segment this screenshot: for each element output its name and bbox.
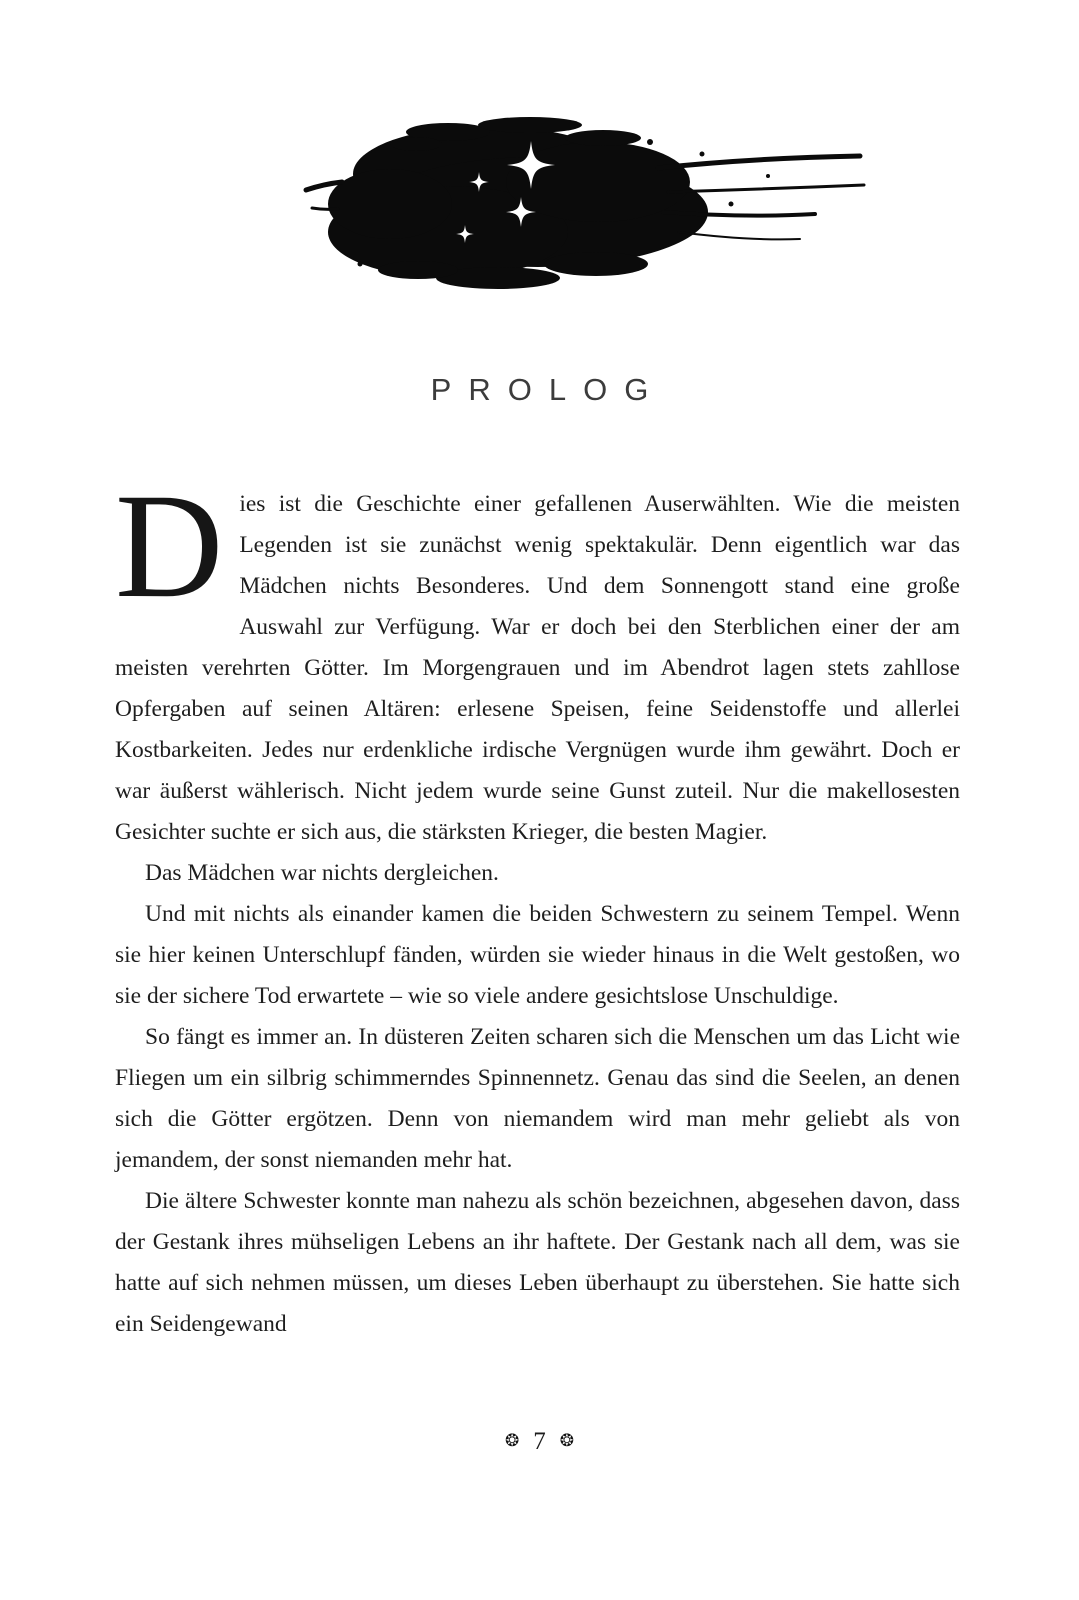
ink-brush-ornament (298, 112, 870, 304)
paragraph: Und mit nichts als einander kamen die beiden Schwestern zu seinem Tempel. Wenn sie hier keinen Unterschlupf fänden, würden sie wieder hinaus in die Welt gestoßen, wo sie der sichere Tod erwartete – wie so viele andere gesichtslose Unschuldige. (115, 901, 960, 1009)
paragraph: So fängt es immer an. In düsteren Zeiten scharen sich die Menschen um das Licht wie Fliegen um ein silbrig schimmerndes Spinnennetz. Genau das sind die Seelen, an denen sich die Götter ergötzen. Denn von niemandem wird man mehr geliebt als von jemandem, der sonst niemanden mehr hat. (115, 1024, 960, 1173)
sun-ornament-right-icon: ❂ (559, 1431, 574, 1450)
sun-ornament-left-icon: ❂ (505, 1431, 520, 1450)
page-number: 7 (533, 1428, 546, 1455)
drop-cap: D (115, 463, 224, 629)
paragraph: Die ältere Schwester konnte man nahezu als schön bezeichnen, abgesehen davon, dass der Gestank ihres mühseligen Lebens an ihr haftete. Der Gestank nach all dem, was sie hatte auf sich nehmen müssen, um dieses Leben überhaupt zu überstehen. Sie hatte sich ein Seidengewand (115, 1188, 960, 1337)
paragraph (115, 463, 960, 853)
paragraph: Das Mädchen war nichts dergleichen. (145, 860, 499, 886)
body-text (115, 463, 960, 1345)
ink-brush-ornament-svg (298, 112, 870, 304)
chapter-heading: PROLOG (430, 372, 666, 407)
paragraph-text: ies ist die Geschichte einer gefallenen Auserwählten. Wie die meisten Legenden ist sie zunächst wenig spektakulär. Denn eigentlich war das Mädchen nichts Besonderes. Und dem Sonnengott stand eine große Auswahl zur Verfügung. War er doch bei den Sterblichen einer der am meisten verehrten Götter. Im Morgengrauen und im Abendrot lagen stets zahllose Opfergaben auf seinen Altären: erlesene Speisen, feine Seidenstoffe und allerlei Kostbarkeiten. Jedes nur erdenkliche irdische Vergnügen wurde ihm gewährt. Doch er war äußerst wählerisch. Nicht jedem wurde seine Gunst zuteil. Nur die makellosesten Gesichter suchte er sich aus, die stärksten Krieger, die besten Magier. (115, 491, 960, 845)
page-footer (0, 1428, 1079, 1456)
